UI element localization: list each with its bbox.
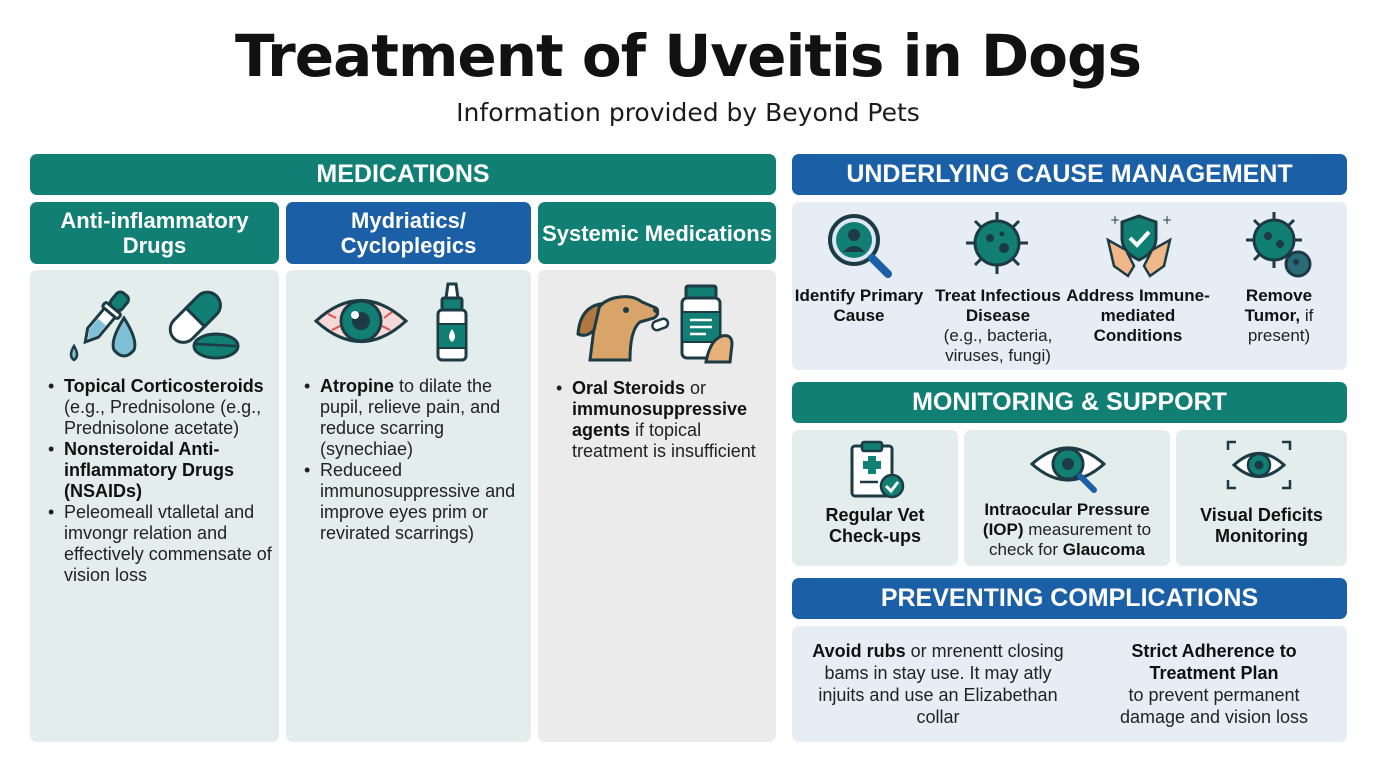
intraocular-pressure: Intraocular Pressure (IOP) measurement to check for Glaucoma [982,500,1152,559]
page-subtitle: Information provided by Beyond Pets [456,98,920,127]
underlying-cause-heading: UNDERLYING CAUSE MANAGEMENT [792,154,1347,195]
address-immune-mediated: Address Immune-mediated Conditions [1066,286,1210,345]
complications-heading: PREVENTING COMPLICATIONS [792,578,1347,619]
dog-pill-icon [570,290,670,364]
list-item: • Topical Corticosteroids (e.g., Prednisolone (e.g., Prednisolone acetate) [48,376,276,439]
svg-text:+: + [1162,213,1173,227]
regular-vet-checkups: Regular Vet Check-ups [825,505,925,546]
list-item: • Nonsteroidal Anti-inflammatory Drugs (NSAIDs) [48,439,276,502]
water-drop-icon [108,314,140,362]
list-item: • Atropine to dilate the pupil, relieve pain, and reduce scarring (synechiae) [304,376,528,460]
virus-icon [964,210,1030,276]
magnifier-person-icon [824,210,894,278]
list-item: • Oral Steroids or immunosuppressive agents if topical treatment is insufficient [556,378,770,462]
anti-inflammatory-heading: Anti-inflammatory Drugs [30,202,279,264]
list-item: • Peleomeall vtalletal and imvongr relation and effectively commensate of vision loss [48,502,276,586]
eye-drops-bottle-icon [432,280,472,364]
remove-tumor: Remove Tumor, if present) [1244,286,1314,345]
eye-icon [312,288,410,354]
visual-deficits-monitoring: Visual Deficits Monitoring [1200,505,1323,546]
systemic-heading: Systemic Medications [538,202,776,264]
treat-infectious-disease: Treat Infectious Disease (e.g., bacteria, viruses, fungi) [935,286,1061,365]
strict-adherence: Strict Adherence to Treatment Plan to prevent permanent damage and vision loss [1119,641,1309,727]
monitoring-heading: MONITORING & SUPPORT [792,382,1347,423]
mydriatics-heading: Mydriatics/ Cycloplegics [286,202,531,264]
identify-primary-cause: Identify Primary Cause [794,286,924,325]
mydriatics-list [304,376,528,544]
medicine-bottle-icon [676,282,736,366]
hands-shield-icon [1104,210,1174,278]
capsule-pill-icon [160,282,242,362]
eye-magnifier-icon [1028,438,1110,494]
tumor-cell-icon [1244,210,1314,278]
eye-focus-icon [1226,440,1292,490]
avoid-rubs: Avoid rubs or mrenentt closing bams in stay use. It may atly injuits and use an Elizabethan collar [812,641,1064,727]
systemic-list [556,378,770,462]
svg-text:+: + [1110,213,1121,227]
clipboard-check-icon [848,438,906,500]
page-title: Treatment of Uveitis in Dogs [234,22,1142,90]
anti-inflammatory-list [48,376,276,586]
list-item: • Reduceed immunosuppressive and improve eyes prim or revirated scarrings) [304,460,528,544]
medications-heading: MEDICATIONS [30,154,776,195]
